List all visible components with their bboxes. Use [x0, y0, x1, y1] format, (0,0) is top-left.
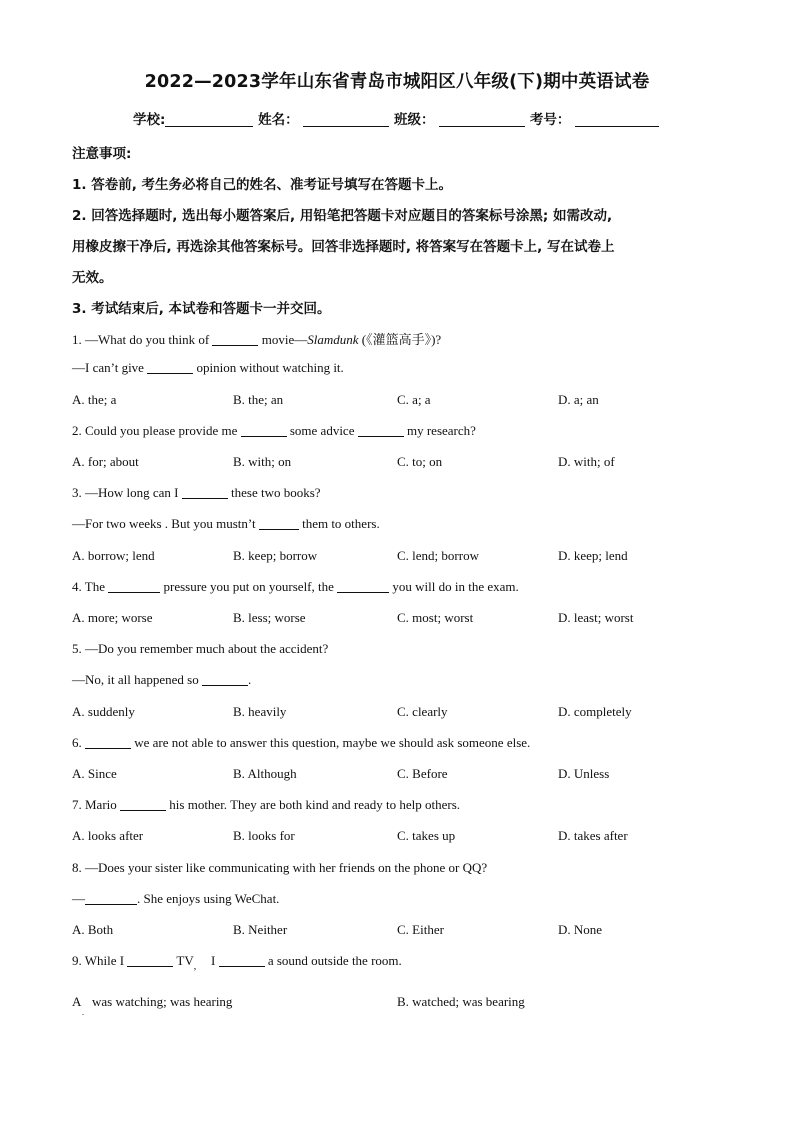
q9-text-d: a sound outside the room. [267, 953, 402, 968]
q6-option-c[interactable]: C. Before [397, 766, 448, 781]
q7-option-a[interactable]: A. looks after [72, 828, 144, 843]
answer-blank [202, 673, 248, 686]
q5-option-a[interactable]: A. suddenly [72, 704, 135, 719]
question-4 [72, 579, 519, 595]
q4-option-c[interactable]: C. most; worst [397, 610, 474, 625]
q5-option-b[interactable]: B. heavily [233, 704, 287, 719]
q4-text-c: you will do in the exam. [392, 579, 519, 594]
note-2-line1: 2. 回答选择题时, 选出每小题答案后, 用铅笔把答题卡对应题目的答案标号涂黑; 如需改动, [72, 208, 613, 224]
q4-text-a: 4. The [72, 579, 105, 594]
q5-option-c[interactable]: C. clearly [397, 704, 448, 719]
answer-blank [337, 580, 389, 593]
q3-option-a[interactable]: A. borrow; lend [72, 548, 155, 563]
answer-blank [182, 486, 228, 499]
q7-option-c[interactable]: C. takes up [397, 828, 456, 843]
student-info-line [133, 108, 659, 128]
class-label: 班级： [394, 112, 435, 128]
answer-blank [219, 954, 265, 967]
q4-option-d[interactable]: D. least; worst [558, 610, 634, 625]
q4-text-b: pressure you put on yourself, the [163, 579, 334, 594]
q2-text-b: some advice [289, 423, 355, 438]
q3-option-b[interactable]: B. keep; borrow [233, 548, 318, 563]
question-2 [72, 423, 476, 439]
q7-option-b[interactable]: B. looks for [233, 828, 295, 843]
q6-text-b: we are not able to answer this question, maybe we should ask someone else. [134, 735, 531, 750]
q5-text-a: 5. —Do you remember much about the accident? [72, 641, 329, 656]
name-blank [303, 112, 389, 127]
question-5-line2 [72, 672, 251, 688]
question-6 [72, 735, 530, 751]
q8-option-a[interactable]: A. Both [72, 922, 114, 937]
answer-blank [212, 333, 258, 346]
q2-text-a: 2. Could you please provide me [72, 423, 238, 438]
q6-text-a: 6. [72, 735, 82, 750]
q6-option-b[interactable]: B. Although [233, 766, 297, 781]
q1-text-a: 1. —What do you think of [72, 332, 210, 347]
q3-option-d[interactable]: D. keep; lend [558, 548, 628, 563]
q2-text-c: my research? [406, 423, 476, 438]
q4-option-b[interactable]: B. less; worse [233, 610, 306, 625]
question-1 [72, 329, 441, 348]
q4-option-a[interactable]: A. more; worse [72, 610, 153, 625]
school-blank [165, 112, 253, 127]
q6-option-d[interactable]: D. Unless [558, 766, 610, 781]
answer-blank [241, 424, 287, 437]
question-8-line2 [72, 891, 279, 907]
question-9 [72, 953, 402, 972]
answer-blank [85, 736, 131, 749]
q2-option-a[interactable]: A. for; about [72, 454, 139, 469]
note-3: 3. 考试结束后, 本试卷和答题卡一并交回。 [72, 301, 331, 317]
q1-line2-b: opinion without watching it. [196, 360, 344, 375]
q1-option-d[interactable]: D. a; an [558, 392, 599, 407]
q5-line2-a: —No, it all happened so [72, 672, 199, 687]
note-2-line3: 无效。 [72, 270, 113, 286]
q1-option-a[interactable]: A. the; a [72, 392, 117, 407]
q6-option-a[interactable]: A. Since [72, 766, 117, 781]
q9-option-a[interactable]: was watching; was hearing [92, 994, 233, 1009]
q5-line2-b: . [247, 672, 252, 687]
q3-text-b: these two books? [231, 485, 321, 500]
q9-text-a: 9. While I [72, 953, 125, 968]
number-blank [575, 112, 659, 127]
answer-blank [358, 424, 404, 437]
answer-blank [108, 580, 160, 593]
q9-text-b: TV [176, 953, 194, 968]
q2-option-b[interactable]: B. with; on [233, 454, 292, 469]
q1-movie-title: Slamdunk [307, 332, 359, 347]
q3-line2-a: —For two weeks . But you mustn’t [72, 516, 256, 531]
question-8 [72, 860, 487, 876]
notes-heading: 注意事项: [72, 146, 132, 162]
q9-text-c: I [210, 953, 216, 968]
question-3-line2 [72, 516, 380, 532]
number-label: 考号： [529, 112, 571, 128]
q1-option-c[interactable]: C. a; a [397, 392, 431, 407]
answer-blank [147, 361, 193, 374]
name-label: 姓名： [258, 112, 299, 128]
q7-text-a: 7. Mario [72, 797, 117, 812]
question-5 [72, 641, 328, 657]
q1-line2-a: —I can’t give [72, 360, 144, 375]
q1-option-b[interactable]: B. the; an [233, 392, 284, 407]
page-title: 2022—2023学年山东省青岛市城阳区八年级(下)期中英语试卷 [144, 72, 650, 92]
q1-text-d: (《灌篮高手》)? [361, 332, 442, 347]
class-blank [439, 112, 525, 127]
q2-option-d[interactable]: D. with; of [558, 454, 615, 469]
q8-option-d[interactable]: D. None [558, 922, 603, 937]
q3-option-c[interactable]: C. lend; borrow [397, 548, 479, 563]
note-2-line2: 用橡皮擦干净后, 再选涂其他答案标号。回答非选择题时, 将答案写在答题卡上, 写在试卷上 [72, 239, 615, 255]
question-1-line2 [72, 360, 344, 376]
q9-comma-mark: , [193, 961, 197, 972]
note-1: 1. 答卷前, 考生务必将自己的姓名、准考证号填写在答题卡上。 [72, 177, 453, 193]
q8-text-a: 8. —Does your sister like communicating with her friends on the phone or QQ? [72, 860, 488, 875]
school-label: 学校: [133, 112, 166, 128]
q8-line2-b: . She enjoys using WeChat. [137, 891, 280, 906]
q2-option-c[interactable]: C. to; on [397, 454, 443, 469]
q7-option-d[interactable]: D. takes after [558, 828, 628, 843]
answer-blank [120, 798, 166, 811]
answer-blank [85, 892, 137, 905]
q3-text-a: 3. —How long can I [72, 485, 179, 500]
question-3 [72, 485, 321, 501]
q9-option-a-letter[interactable]: A [72, 994, 82, 1009]
q8-line2-a: — [72, 891, 85, 906]
answer-blank [127, 954, 173, 967]
q3-line2-b: them to others. [302, 516, 380, 531]
q5-option-d[interactable]: D. completely [558, 704, 632, 719]
q8-option-b[interactable]: B. Neither [233, 922, 288, 937]
q1-text-b: movie— [261, 332, 308, 347]
q8-option-c[interactable]: C. Either [397, 922, 444, 937]
q9-option-a-dot: . [82, 1008, 84, 1017]
answer-blank [259, 517, 299, 530]
q7-text-b: his mother. They are both kind and ready to help others. [169, 797, 461, 812]
question-7 [72, 797, 460, 813]
q9-option-b[interactable]: B. watched; was bearing [397, 994, 525, 1009]
